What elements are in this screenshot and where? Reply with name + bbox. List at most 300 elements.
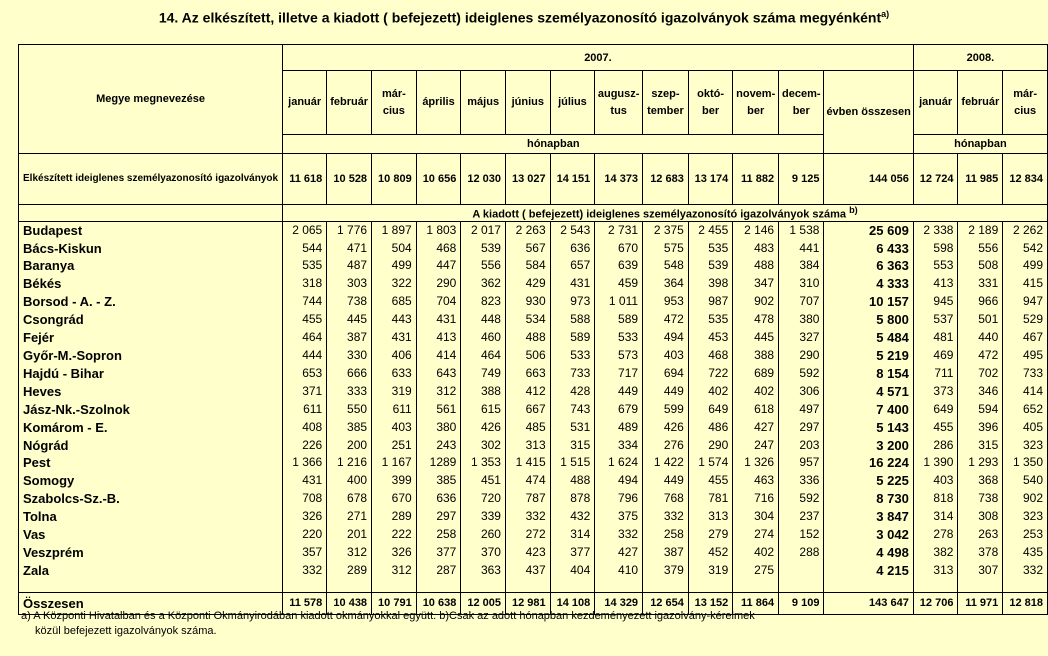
value-cell: 633 [372, 365, 417, 383]
value-cell: 485 [505, 419, 550, 437]
value-cell: 902 [1003, 490, 1048, 508]
value-cell: 388 [733, 347, 779, 365]
issued-label-spacer [19, 205, 283, 222]
value-cell: 449 [595, 383, 643, 401]
value-cell: 414 [1003, 383, 1048, 401]
county-name: Hajdú - Bihar [19, 365, 283, 383]
value-cell: 297 [779, 419, 824, 437]
title-footnote-mark: a) [881, 9, 890, 19]
value-cell: 275 [733, 562, 779, 580]
per-month-label-2007: hónapban [283, 135, 824, 154]
value-cell: 1 574 [688, 454, 732, 472]
value-cell: 357 [283, 544, 327, 562]
month-header-2007: január [283, 71, 327, 135]
value-cell: 319 [688, 562, 732, 580]
value-cell: 455 [283, 311, 327, 329]
value-cell: 2 543 [550, 221, 595, 239]
value-cell: 377 [550, 544, 595, 562]
value-cell: 618 [733, 401, 779, 419]
value-cell: 930 [505, 293, 550, 311]
year-total-cell: 8 154 [824, 365, 913, 383]
value-cell: 279 [688, 526, 732, 544]
spacer-cell [327, 580, 372, 593]
value-cell: 453 [688, 329, 732, 347]
county-name: Heves [19, 383, 283, 401]
value-cell: 556 [958, 240, 1003, 258]
made-value: 11 882 [733, 154, 779, 205]
value-cell: 387 [643, 544, 689, 562]
value-cell: 408 [283, 419, 327, 437]
county-name: Komárom - E. [19, 419, 283, 437]
county-name: Borsod - A. - Z. [19, 293, 283, 311]
value-cell: 2 146 [733, 221, 779, 239]
total-cell: 12 706 [913, 592, 958, 614]
value-cell: 432 [550, 508, 595, 526]
value-cell: 413 [416, 329, 461, 347]
value-cell: 333 [327, 383, 372, 401]
value-cell: 455 [913, 419, 958, 437]
value-cell: 263 [958, 526, 1003, 544]
value-cell: 414 [416, 347, 461, 365]
value-cell: 448 [461, 311, 506, 329]
value-cell: 1 390 [913, 454, 958, 472]
value-cell: 1 366 [283, 454, 327, 472]
value-cell: 823 [461, 293, 506, 311]
value-cell: 251 [372, 437, 417, 455]
month-header-2007: február [327, 71, 372, 135]
table-row [19, 383, 1048, 401]
value-cell: 459 [595, 275, 643, 293]
value-cell: 403 [643, 347, 689, 365]
value-cell: 431 [283, 472, 327, 490]
value-cell: 704 [416, 293, 461, 311]
value-cell: 444 [283, 347, 327, 365]
value-cell: 402 [733, 383, 779, 401]
value-cell: 332 [595, 526, 643, 544]
value-cell: 226 [283, 437, 327, 455]
value-cell: 441 [779, 240, 824, 258]
value-cell: 460 [461, 329, 506, 347]
year-total-cell: 5 225 [824, 472, 913, 490]
value-cell: 599 [643, 401, 689, 419]
year-total-cell: 5 143 [824, 419, 913, 437]
month-header-2008: már- cius [1003, 71, 1048, 135]
value-cell: 427 [733, 419, 779, 437]
table-row [19, 221, 1048, 239]
spacer-cell [824, 580, 913, 593]
value-cell: 402 [733, 544, 779, 562]
table-row [19, 508, 1048, 526]
table-row [19, 347, 1048, 365]
value-cell: 506 [505, 347, 550, 365]
value-cell: 297 [416, 508, 461, 526]
value-cell: 400 [327, 472, 372, 490]
made-value: 10 656 [416, 154, 461, 205]
month-header-2007: április [416, 71, 461, 135]
county-name: Nógrád [19, 437, 283, 455]
county-name: Békés [19, 275, 283, 293]
value-cell: 451 [461, 472, 506, 490]
value-cell: 738 [958, 490, 1003, 508]
value-cell: 636 [416, 490, 461, 508]
county-name: Baranya [19, 257, 283, 275]
county-name: Jász-Nk.-Szolnok [19, 401, 283, 419]
value-cell: 332 [643, 508, 689, 526]
spacer-cell [550, 580, 595, 593]
value-cell: 412 [505, 383, 550, 401]
value-cell: 486 [688, 419, 732, 437]
value-cell: 423 [505, 544, 550, 562]
value-cell: 315 [550, 437, 595, 455]
value-cell: 286 [913, 437, 958, 455]
made-value: 14 373 [595, 154, 643, 205]
value-cell: 315 [958, 437, 1003, 455]
value-cell: 494 [643, 329, 689, 347]
value-cell: 385 [416, 472, 461, 490]
value-cell: 373 [913, 383, 958, 401]
value-cell: 1 803 [416, 221, 461, 239]
value-cell: 387 [327, 329, 372, 347]
made-value: 13 027 [505, 154, 550, 205]
county-name: Budapest [19, 221, 283, 239]
value-cell: 327 [779, 329, 824, 347]
value-cell: 488 [505, 329, 550, 347]
table-title: 14. Az elkészített, illetve a kiadott ( befejezett) ideiglenes személyazonosító igazolványok száma megyénként$^{a)}$ [158, 9, 890, 26]
value-cell: 575 [643, 240, 689, 258]
value-cell: 403 [372, 419, 417, 437]
value-cell: 332 [283, 562, 327, 580]
value-cell: 330 [327, 347, 372, 365]
total-cell: 143 647 [824, 592, 913, 614]
value-cell: 553 [913, 257, 958, 275]
value-cell: 945 [913, 293, 958, 311]
value-cell: 220 [283, 526, 327, 544]
value-cell: 501 [958, 311, 1003, 329]
table-row [19, 419, 1048, 437]
value-cell: 711 [913, 365, 958, 383]
value-cell: 678 [327, 490, 372, 508]
spacer-cell [283, 580, 327, 593]
value-cell: 364 [643, 275, 689, 293]
value-cell: 670 [372, 490, 417, 508]
spacer-row [19, 580, 1048, 593]
value-cell: 323 [1003, 437, 1048, 455]
value-cell: 478 [733, 311, 779, 329]
spacer-cell [416, 580, 461, 593]
value-cell: 312 [327, 544, 372, 562]
value-cell: 371 [283, 383, 327, 401]
value-cell: 314 [913, 508, 958, 526]
value-cell: 573 [595, 347, 643, 365]
spacer-cell [19, 580, 283, 593]
month-header-2008: január [913, 71, 958, 135]
value-cell: 987 [688, 293, 732, 311]
made-value: 9 125 [779, 154, 824, 205]
value-cell: 203 [779, 437, 824, 455]
value-cell: 749 [461, 365, 506, 383]
county-name: Fejér [19, 329, 283, 347]
year-total-cell: 6 433 [824, 240, 913, 258]
value-cell: 533 [550, 347, 595, 365]
value-cell: 290 [416, 275, 461, 293]
value-cell: 467 [1003, 329, 1048, 347]
value-cell: 535 [688, 240, 732, 258]
value-cell: 464 [283, 329, 327, 347]
value-cell: 455 [688, 472, 732, 490]
year-total-cell: 4 571 [824, 383, 913, 401]
value-cell: 201 [327, 526, 372, 544]
value-cell: 313 [688, 508, 732, 526]
value-cell: 322 [372, 275, 417, 293]
total-cell: 9 109 [779, 592, 824, 614]
value-cell: 2 375 [643, 221, 689, 239]
value-cell: 649 [688, 401, 732, 419]
month-header-2007: augusz- tus [595, 71, 643, 135]
made-value: 12 834 [1003, 154, 1048, 205]
value-cell: 406 [372, 347, 417, 365]
made-value: 10 528 [327, 154, 372, 205]
value-cell: 440 [958, 329, 1003, 347]
value-cell: 768 [643, 490, 689, 508]
value-cell: 1 897 [372, 221, 417, 239]
value-cell: 481 [913, 329, 958, 347]
county-name: Szabolcs-Sz.-B. [19, 490, 283, 508]
value-cell: 469 [913, 347, 958, 365]
value-cell: 611 [372, 401, 417, 419]
value-cell: 346 [958, 383, 1003, 401]
value-cell: 707 [779, 293, 824, 311]
value-cell: 488 [550, 472, 595, 490]
year-total-cell: 4 498 [824, 544, 913, 562]
value-cell: 787 [505, 490, 550, 508]
value-cell: 472 [958, 347, 1003, 365]
value-cell: 663 [505, 365, 550, 383]
value-cell: 495 [1003, 347, 1048, 365]
made-value: 13 174 [688, 154, 732, 205]
value-cell: 429 [505, 275, 550, 293]
value-cell: 272 [505, 526, 550, 544]
value-cell: 744 [283, 293, 327, 311]
value-cell: 443 [372, 311, 417, 329]
table-row [19, 293, 1048, 311]
value-cell: 598 [913, 240, 958, 258]
value-cell: 323 [1003, 508, 1048, 526]
value-cell: 592 [779, 365, 824, 383]
year-total-cell: 3 042 [824, 526, 913, 544]
value-cell: 966 [958, 293, 1003, 311]
spacer-cell [688, 580, 732, 593]
value-cell: 733 [1003, 365, 1048, 383]
table-header [19, 45, 1048, 222]
total-cell: 10 438 [327, 592, 372, 614]
value-cell: 666 [327, 365, 372, 383]
year-total-cell: 25 609 [824, 221, 913, 239]
value-cell: 716 [733, 490, 779, 508]
value-cell: 615 [461, 401, 506, 419]
value-cell: 499 [1003, 257, 1048, 275]
value-cell: 384 [779, 257, 824, 275]
value-cell: 1 538 [779, 221, 824, 239]
value-cell: 431 [372, 329, 417, 347]
value-cell: 2 262 [1003, 221, 1048, 239]
value-cell: 1 776 [327, 221, 372, 239]
total-cell: 14 108 [550, 592, 595, 614]
value-cell: 508 [958, 257, 1003, 275]
value-cell: 260 [461, 526, 506, 544]
value-cell: 464 [461, 347, 506, 365]
value-cell: 310 [779, 275, 824, 293]
value-cell: 878 [550, 490, 595, 508]
data-table [18, 44, 1048, 615]
value-cell: 2 731 [595, 221, 643, 239]
total-cell: 12 654 [643, 592, 689, 614]
value-cell: 303 [327, 275, 372, 293]
total-label: Összesen [19, 592, 283, 614]
value-cell: 535 [283, 257, 327, 275]
spacer-cell [595, 580, 643, 593]
value-cell: 403 [913, 472, 958, 490]
per-month-label-2008: hónapban [913, 135, 1047, 154]
made-value: 11 618 [283, 154, 327, 205]
value-cell: 253 [1003, 526, 1048, 544]
value-cell: 679 [595, 401, 643, 419]
year-2007-header: 2007. [283, 45, 914, 71]
value-cell: 694 [643, 365, 689, 383]
value-cell: 594 [958, 401, 1003, 419]
value-cell: 437 [505, 562, 550, 580]
value-cell: 290 [779, 347, 824, 365]
value-cell: 363 [461, 562, 506, 580]
value-cell: 399 [372, 472, 417, 490]
value-cell: 2 189 [958, 221, 1003, 239]
value-cell: 781 [688, 490, 732, 508]
made-value: 10 809 [372, 154, 417, 205]
value-cell: 639 [595, 257, 643, 275]
value-cell [779, 562, 824, 580]
total-cell: 14 329 [595, 592, 643, 614]
value-cell: 307 [958, 562, 1003, 580]
table-body [19, 221, 1048, 614]
value-cell: 947 [1003, 293, 1048, 311]
value-cell: 2 263 [505, 221, 550, 239]
value-cell: 533 [595, 329, 643, 347]
value-cell: 452 [688, 544, 732, 562]
footnote-line-1: a) A Központi Hivatalban és a Központi Okmányirodában kiadott okmányokkal együtt. b)Csak az adott hónapban kezdeményezett igazolvány-kérelmek [21, 610, 755, 622]
value-cell: 743 [550, 401, 595, 419]
month-header-2007: május [461, 71, 506, 135]
value-cell: 653 [283, 365, 327, 383]
value-cell: 431 [550, 275, 595, 293]
value-cell: 304 [733, 508, 779, 526]
value-cell: 313 [505, 437, 550, 455]
value-cell: 1 011 [595, 293, 643, 311]
value-cell: 670 [595, 240, 643, 258]
value-cell: 540 [1003, 472, 1048, 490]
value-cell: 237 [779, 508, 824, 526]
table-row [19, 240, 1048, 258]
value-cell: 1 167 [372, 454, 417, 472]
value-cell: 312 [416, 383, 461, 401]
made-value: 12 724 [913, 154, 958, 205]
value-cell: 957 [779, 454, 824, 472]
value-cell: 445 [733, 329, 779, 347]
value-cell: 1 515 [550, 454, 595, 472]
value-cell: 368 [958, 472, 1003, 490]
value-cell: 636 [550, 240, 595, 258]
year-total-cell: 4 215 [824, 562, 913, 580]
value-cell: 426 [643, 419, 689, 437]
value-cell: 471 [327, 240, 372, 258]
value-cell: 588 [550, 311, 595, 329]
spacer-cell [505, 580, 550, 593]
value-cell: 1 326 [733, 454, 779, 472]
value-cell: 2 455 [688, 221, 732, 239]
value-cell: 548 [643, 257, 689, 275]
year-total-header: évben összesen [824, 71, 913, 154]
table-row [19, 526, 1048, 544]
value-cell: 258 [643, 526, 689, 544]
value-cell: 722 [688, 365, 732, 383]
made-value: 11 985 [958, 154, 1003, 205]
value-cell: 535 [688, 311, 732, 329]
value-cell: 2 017 [461, 221, 506, 239]
value-cell: 534 [505, 311, 550, 329]
year-total-cell: 3 200 [824, 437, 913, 455]
value-cell: 319 [372, 383, 417, 401]
made-value: 14 151 [550, 154, 595, 205]
county-column-header: Megye megnevezése [19, 45, 283, 154]
footnote-line-2: közül befejezett igazolványok száma. [35, 625, 217, 637]
month-header-2008: február [958, 71, 1003, 135]
total-cell: 12 005 [461, 592, 506, 614]
value-cell: 1 415 [505, 454, 550, 472]
value-cell: 542 [1003, 240, 1048, 258]
value-cell: 474 [505, 472, 550, 490]
spacer-cell [1003, 580, 1048, 593]
county-name: Zala [19, 562, 283, 580]
value-cell: 544 [283, 240, 327, 258]
year-total-cell: 5 484 [824, 329, 913, 347]
year-total-cell: 4 333 [824, 275, 913, 293]
value-cell: 1289 [416, 454, 461, 472]
value-cell: 531 [550, 419, 595, 437]
value-cell: 427 [595, 544, 643, 562]
value-cell: 472 [643, 311, 689, 329]
value-cell: 306 [779, 383, 824, 401]
year-total-cell: 10 157 [824, 293, 913, 311]
county-name: Győr-M.-Sopron [19, 347, 283, 365]
value-cell: 302 [461, 437, 506, 455]
month-header-2007: novem- ber [733, 71, 779, 135]
issued-section-header: A kiadott ( befejezett) ideiglenes személyazonosító igazolványok száma $^{b)}$ [283, 205, 1048, 222]
spacer-cell [958, 580, 1003, 593]
year-2008-header: 2008. [913, 45, 1047, 71]
table-row [19, 490, 1048, 508]
value-cell: 326 [372, 544, 417, 562]
table-row [19, 544, 1048, 562]
year-total-cell: 6 363 [824, 257, 913, 275]
value-cell: 385 [327, 419, 372, 437]
county-name: Vas [19, 526, 283, 544]
table-row [19, 257, 1048, 275]
value-cell: 733 [550, 365, 595, 383]
value-cell: 152 [779, 526, 824, 544]
value-cell: 258 [416, 526, 461, 544]
value-cell: 702 [958, 365, 1003, 383]
value-cell: 589 [595, 311, 643, 329]
value-cell: 550 [327, 401, 372, 419]
value-cell: 504 [372, 240, 417, 258]
